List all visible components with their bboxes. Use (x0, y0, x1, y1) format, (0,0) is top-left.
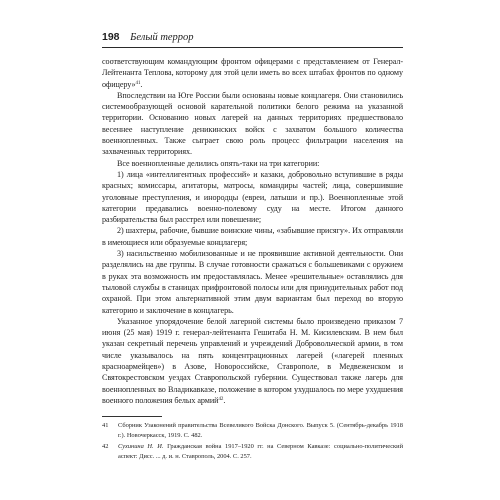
paragraph: 1) лица «интеллигентных профессий» и казаки, добровольно вступившие в ряды красных; комиссары, агитаторы, матросы, командиры частей; лица, совершившие уголовные преступления, и инородцы (евреи, латыши и пр.). Военнопленные этой категории предавались военно-полевому суду на месте. Итогом данного разбирательства был расстрел или повешение; (102, 169, 403, 225)
header-rule (102, 47, 403, 48)
footnote-ref[interactable]: 42 (218, 396, 224, 402)
paragraph: 2) шахтеры, рабочие, бывшие воинские чины, «забывшие присягу». Их отправляли в имеющиеся или образуемые концлагеря; (102, 226, 403, 247)
paragraph: Впоследствии на Юге России были основаны новые концлагеря. Они становились системообразующей основой карательной политики белого режима на указанной территории. Основанию новых лагерей на данных территориях предшествовало весеннее наступление деникинских войск с захватом большого количества военнопленных. Также сыграет свою роль процесс фильтрации населения на захваченных территориях. (102, 90, 403, 157)
paragraph: соответствующим командующим фронтом офицерами с представлением от Генерал-Лейтенанта Теплова, которому для этой цели иметь во всех штабах фронтов по одному офицеру»$^{41}$. (102, 57, 403, 89)
paragraph: 3) насильственно мобилизованные и не проявившие активной деятельности. Они разделялись на две группы. В случае готовности сражаться с большевиками с оружием в руках эта возможность им предоставлялась. Менее «решительные» оставлялись для тыловой службы в станицах прифронтовой полосы или для принудительных работ под охраной. При этом альтернативной этим двум вариантам был переход во вторую категорию и заключение в концлагерь. (102, 249, 403, 315)
footnote-rule (102, 416, 162, 417)
paragraph: Указанное упорядочение белой лагерной системы было произведено приказом 7 июня (25 мая) 1919 г. генерал-лейтенанта Гешитаба Н. М. Кисилевским. В нем был указан секретный перечень управлений и учреждений Добровольческой армии, в том числе указывалось на пять концентрационных лагерей («лагерей пленных красноармейцев») в Азове, Новороссийске, Ставрополе, в Медвеженском и Святокрестовском уездах Ставропольской губернии. Существовал также лагерь для военнопленных во Владикавказе, положение в котором ухудшалось по мере ухудшения военного положения белых армий$^{42}$. (102, 316, 403, 405)
footnote-number: 42 (102, 443, 109, 451)
footnote-author: Сухинина Н. И. (118, 443, 164, 451)
running-head (102, 30, 402, 44)
body-text (102, 56, 403, 406)
footnotes (102, 421, 403, 463)
footnote (102, 421, 403, 440)
footnote (102, 442, 403, 461)
footnote-text: Сборник Узаконений правительства Всевеликого Войска Донского. Выпуск 5. (Сентябрь-декабрь 1918 г.). Новочеркасск, 1919. С. 482. (118, 422, 403, 439)
footnote-ref[interactable]: 41 (135, 80, 141, 86)
section-title: Белый террор (130, 32, 194, 43)
footnote-text: Гражданская война 1917–1920 гг. на Северном Кавказе: социально-политический аспект: Дисс. ... д. и. н. Ставрополь, 2004. С. 257. (118, 443, 403, 460)
paragraph: Все военнопленные делились опять-таки на три категории: (117, 158, 320, 168)
page-number: 198 (102, 31, 120, 43)
footnote-number: 41 (102, 422, 109, 429)
